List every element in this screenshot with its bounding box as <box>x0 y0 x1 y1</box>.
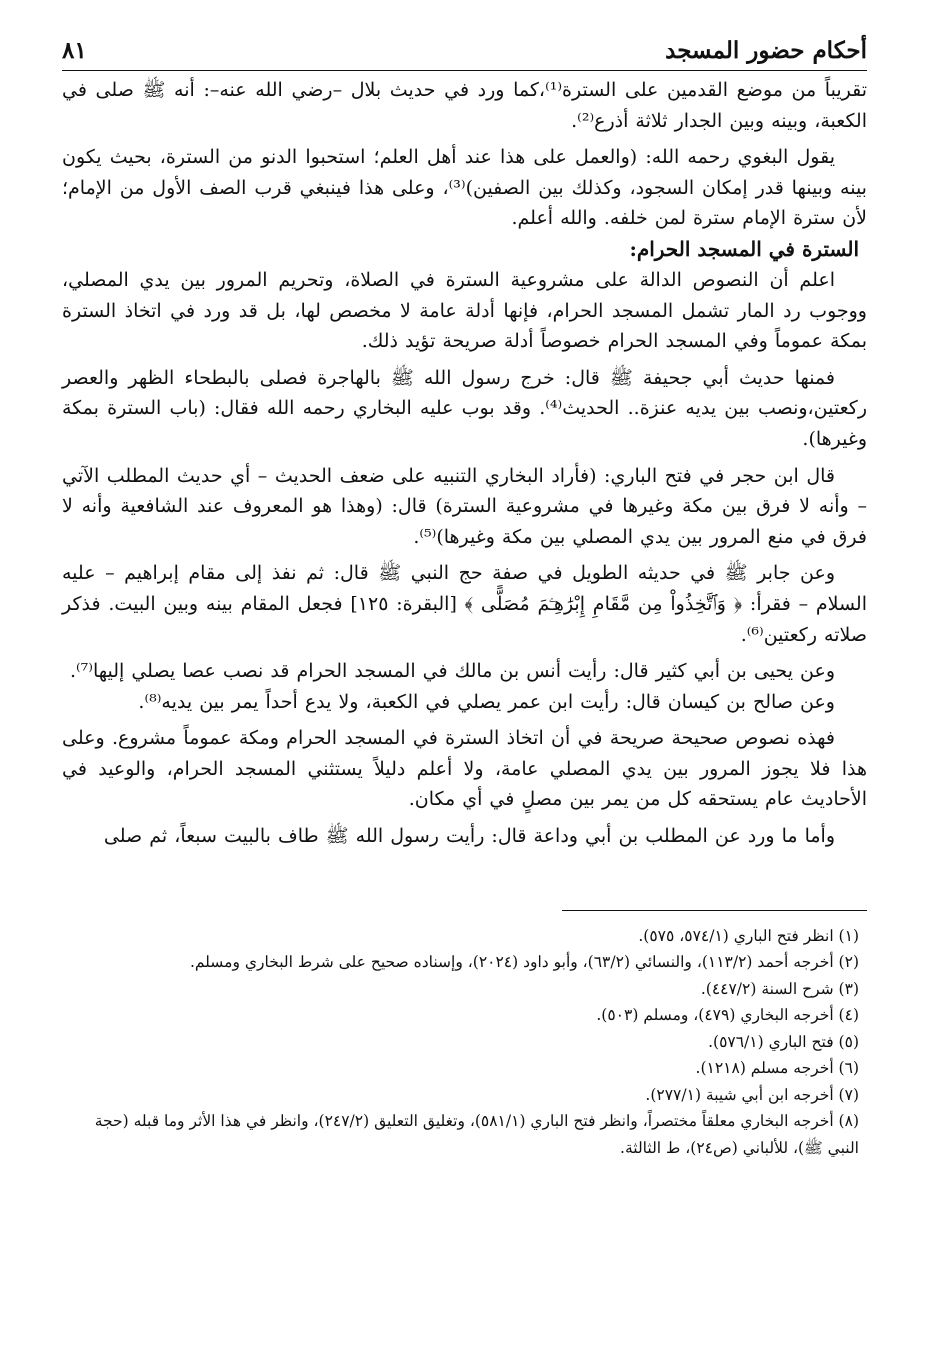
footnote-1: (١) انظر فتح الباري (٥٧٤/١، ٥٧٥). <box>638 926 859 945</box>
header-title: أحكام حضور المسجد <box>665 37 867 64</box>
footnote-5: (٥) فتح الباري (٥٧٦/١). <box>708 1032 859 1051</box>
paragraph-3: اعلم أن النصوص الدالة على مشروعية السترة في الصلاة، وتحريم المرور بين يدي المصلي، ووجوب رد المار تشمل المسجد الحرام، فإنها أدلة عامة لا مخصص لها، بل قد ورد في اتخاذ السترة بمكة عموماً وفي المسجد الحرام خصوصاً أدلة صريحة تؤيد ذلك. <box>62 268 867 353</box>
paragraph-6: وعن جابر ﷺ في حديثه الطويل في صفة حج النبي ﷺ قال: ثم نفذ إلى مقام إبراهيم – عليه السلام – فقرأ: ﴿ وَٱتَّخِذُواْ مِن مَّقَامِ إِبْرَٰهِـۧمَ مُصَلًّى ﴾ [البقرة: ١٢٥] فجعل المقام بينه وبين البيت. فذكر صلاته ركعتين⁽⁶⁾. <box>62 562 868 646</box>
section-heading: السترة في المسجد الحرام: <box>629 236 859 261</box>
paragraph-1: تقريباً من موضع القدمين على السترة⁽¹⁾،كما ورد في حديث بلال –رضي الله عنه–: أنه ﷺ صلى في الكعبة، وبينه وبين الجدار ثلاثة أذرع⁽²⁾. <box>62 79 868 132</box>
footnote-6: (٦) أخرجه مسلم (١٢١٨). <box>695 1059 859 1078</box>
running-header <box>62 34 867 71</box>
paragraph-7: وعن يحيى بن أبي كثير قال: رأيت أنس بن مالك في المسجد الحرام قد نصب عصا يصلي إليها⁽⁷⁾. <box>69 660 835 683</box>
footnotes <box>62 923 867 1162</box>
footnote-2: (٢) أخرجه أحمد (١١٣/٢)، والنسائي (٦٣/٢)، وأبو داود (٢٠٢٤)، وإسناده صحيح على شرط البخاري ومسلم. <box>189 953 859 972</box>
footnote-4: (٤) أخرجه البخاري (٤٧٩)، ومسلم (٥٠٣). <box>596 1006 859 1025</box>
paragraph-5: قال ابن حجر في فتح الباري: (فأراد البخاري التنبيه على ضعف الحديث – أي حديث المطلب الآتي – وأنه لا فرق بين مكة وغيرها في مشروعية السترة) قال: (وهذا هو المعروف عند الشافعية وأنه لا فرق في منع المرور بين يدي المصلي بين مكة وغيرها)⁽⁵⁾. <box>62 464 867 548</box>
footnote-7: (٧) أخرجه ابن أبي شيبة (٢٧٧/١). <box>645 1085 859 1104</box>
paragraph-4: فمنها حديث أبي جحيفة ﷺ قال: خرج رسول الله ﷺ بالهاجرة فصلى بالبطحاء الظهر والعصر ركعتين،ونصب بين يديه عنزة.. الحديث⁽⁴⁾. وقد بوب عليه البخاري رحمه الله فقال: (باب السترة بمكة وغيرها). <box>62 366 867 450</box>
page-body <box>62 75 867 852</box>
paragraph-2: يقول البغوي رحمه الله: (والعمل على هذا عند أهل العلم؛ استحبوا الدنو من السترة، بحيث يكون بينه وبينها قدر إمكان السجود، وكذلك بين الصفين)⁽³⁾، وعلى هذا فينبغي قرب الصف الأول من الإمام؛ لأن سترة الإمام سترة لمن خلفه. والله أعلم. <box>62 146 867 230</box>
paragraph-8: وعن صالح بن كيسان قال: رأيت ابن عمر يصلي في الكعبة، ولا يدع أحداً يمر بين يديه⁽⁸⁾. <box>138 690 835 713</box>
paragraph-10: وأما ما ورد عن المطلب بن أبي وداعة قال: رأيت رسول الله ﷺ طاف بالبيت سبعاً، ثم صلى <box>103 825 835 848</box>
footnote-divider <box>562 910 867 911</box>
footnote-8: (٨) أخرجه البخاري معلقاً مختصراً، وانظر فتح الباري (٥٨١/١)، وتغليق التعليق (٢٤٧/٢)، وانظر في هذا الأثر وما قبله (حجة النبي ﷺ)، للألباني (ص٢٤)، ط الثالثة. <box>94 1112 859 1157</box>
paragraph-9: فهذه نصوص صحيحة صريحة في أن اتخاذ السترة في المسجد الحرام ومكة عموماً مشروع. وعلى هذا فلا يجوز المرور بين يدي المصلي عامة، ولا أعلم دليلاً يستثني المسجد الحرام، والوعيد في الأحاديث عام يستحقه كل من يمر بين مصلٍ في أي مكان. <box>62 727 867 811</box>
page-number: ٨١ <box>62 37 87 64</box>
footnote-3: (٣) شرح السنة (٤٤٧/٢). <box>700 979 859 998</box>
